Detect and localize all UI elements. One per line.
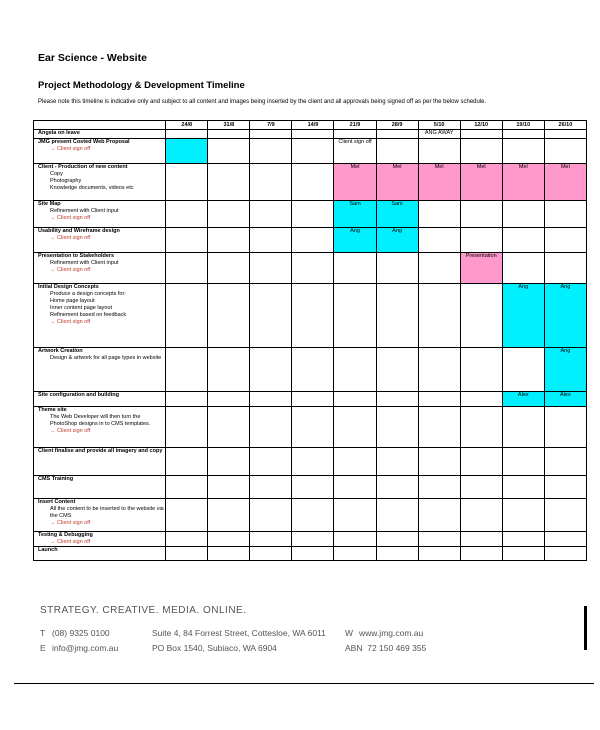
task-title: Presentation to Stakeholders — [38, 253, 115, 260]
schedule-cell — [166, 130, 208, 138]
document-subtitle: Project Methodology & Development Timeline — [38, 80, 245, 91]
timeline-note: Please note this timeline is indicative only and subject to all content and images being inserted by the client and all approvals being signed off as per the below schedule. — [38, 99, 487, 105]
schedule-cell — [166, 476, 208, 499]
date-header: 14/9 — [292, 121, 334, 130]
schedule-cell — [334, 406, 376, 448]
schedule-cell — [544, 201, 586, 228]
schedule-cell — [250, 499, 292, 531]
schedule-cell — [544, 448, 586, 476]
schedule-cell: Ang — [544, 348, 586, 392]
schedule-cell — [292, 476, 334, 499]
arrow-icon: → — [50, 538, 58, 545]
schedule-cell — [418, 531, 460, 547]
client-sign-off: → Client sign off — [50, 215, 91, 222]
schedule-cell — [208, 138, 250, 163]
schedule-cell — [502, 476, 544, 499]
schedule-cell — [460, 499, 502, 531]
schedule-cell — [460, 348, 502, 392]
schedule-cell — [166, 547, 208, 561]
footer-accent-bar — [584, 606, 587, 650]
schedule-cell — [208, 547, 250, 561]
schedule-cell — [376, 476, 418, 499]
schedule-cell — [208, 448, 250, 476]
task-row — [34, 138, 587, 163]
schedule-cell — [460, 201, 502, 228]
task-title: CMS Training — [38, 476, 74, 483]
schedule-cell — [334, 130, 376, 138]
schedule-cell — [208, 253, 250, 283]
document-title: Ear Science - Website — [38, 52, 147, 64]
date-header: 24/8 — [166, 121, 208, 130]
schedule-cell — [166, 499, 208, 531]
task-cell — [34, 201, 166, 228]
schedule-cell — [502, 228, 544, 253]
timeline-table — [33, 120, 587, 561]
footer-address-pobox: PO Box 1540, Subiaco, WA 6904 — [152, 643, 277, 653]
task-title: Launch — [38, 547, 58, 554]
schedule-cell — [250, 348, 292, 392]
date-header: 28/9 — [376, 121, 418, 130]
schedule-cell — [166, 138, 208, 163]
task-row — [34, 348, 587, 392]
date-header: 26/10 — [544, 121, 586, 130]
schedule-cell — [376, 499, 418, 531]
schedule-cell — [460, 392, 502, 407]
schedule-cell — [502, 499, 544, 531]
task-row — [34, 476, 587, 499]
schedule-cell — [208, 201, 250, 228]
schedule-cell — [376, 406, 418, 448]
schedule-cell — [502, 201, 544, 228]
schedule-cell — [292, 392, 334, 407]
task-cell — [34, 253, 166, 283]
schedule-cell — [250, 201, 292, 228]
task-title: Site configuration and building — [38, 392, 119, 399]
schedule-cell — [376, 531, 418, 547]
schedule-cell — [292, 253, 334, 283]
schedule-cell — [418, 406, 460, 448]
schedule-cell — [292, 547, 334, 561]
task-cell — [34, 228, 166, 253]
task-subitem: Copy — [50, 170, 63, 177]
schedule-cell — [208, 130, 250, 138]
schedule-cell — [418, 476, 460, 499]
schedule-cell — [376, 283, 418, 348]
date-header: 19/10 — [502, 121, 544, 130]
schedule-cell — [544, 406, 586, 448]
schedule-cell — [208, 392, 250, 407]
schedule-cell — [418, 348, 460, 392]
task-title: JMG present Costed Web Proposal — [38, 138, 130, 145]
schedule-cell — [460, 138, 502, 163]
schedule-cell — [166, 163, 208, 201]
task-row — [34, 392, 587, 407]
schedule-cell — [292, 283, 334, 348]
schedule-cell: Client sign off — [334, 138, 376, 163]
schedule-cell — [250, 531, 292, 547]
schedule-cell: Mel — [334, 163, 376, 201]
schedule-cell — [292, 130, 334, 138]
schedule-cell — [250, 253, 292, 283]
schedule-cell — [166, 201, 208, 228]
date-header: 12/10 — [460, 121, 502, 130]
schedule-cell — [250, 283, 292, 348]
schedule-cell — [418, 201, 460, 228]
client-sign-off: → Client sign off — [50, 235, 91, 242]
client-sign-off: → Client sign off — [50, 145, 91, 152]
task-subitem: The Web Developer will then turn the PhotoShop designs in to CMS templates. — [50, 413, 151, 427]
schedule-cell — [166, 448, 208, 476]
arrow-icon: → — [50, 145, 58, 152]
schedule-cell — [460, 228, 502, 253]
schedule-cell — [250, 392, 292, 407]
schedule-cell: Ang — [502, 283, 544, 348]
task-subitem: Produce a design concepts for: — [50, 290, 126, 297]
task-subitem: Design & artwork for all page types in website — [50, 355, 162, 362]
schedule-cell — [502, 138, 544, 163]
schedule-cell — [418, 253, 460, 283]
task-row — [34, 499, 587, 531]
schedule-cell — [544, 130, 586, 138]
schedule-cell — [250, 130, 292, 138]
schedule-cell — [502, 547, 544, 561]
schedule-cell — [544, 138, 586, 163]
schedule-cell — [292, 163, 334, 201]
footer-divider — [14, 683, 594, 684]
schedule-cell — [376, 448, 418, 476]
schedule-cell — [334, 283, 376, 348]
task-row — [34, 253, 587, 283]
schedule-cell — [166, 283, 208, 348]
task-subitem: All the content to be inserted to the website via the CMS — [50, 506, 164, 520]
schedule-cell: Alex — [544, 392, 586, 407]
task-cell — [34, 406, 166, 448]
header-task-column — [34, 121, 166, 130]
schedule-cell — [334, 392, 376, 407]
client-sign-off: → Client sign off — [50, 318, 91, 325]
footer-email[interactable]: E info@jmg.com.au — [40, 643, 119, 653]
schedule-cell — [544, 547, 586, 561]
task-subitem: Refinement with Client input — [50, 260, 119, 267]
task-title: Theme site — [38, 406, 67, 413]
task-cell — [34, 138, 166, 163]
task-cell — [34, 448, 166, 476]
schedule-cell — [334, 499, 376, 531]
schedule-cell — [544, 531, 586, 547]
schedule-cell: Mel — [418, 163, 460, 201]
client-sign-off: → Client sign off — [50, 427, 91, 434]
schedule-cell — [460, 547, 502, 561]
schedule-cell — [334, 476, 376, 499]
schedule-cell — [460, 406, 502, 448]
schedule-cell — [166, 253, 208, 283]
schedule-cell — [208, 531, 250, 547]
schedule-cell — [502, 130, 544, 138]
task-row — [34, 163, 587, 201]
schedule-cell — [292, 201, 334, 228]
arrow-icon: → — [50, 267, 58, 274]
task-title: Client finalise and provide all imagery and copy — [38, 448, 163, 455]
schedule-cell — [166, 348, 208, 392]
schedule-cell: Mel — [460, 163, 502, 201]
footer-tagline: STRATEGY. CREATIVE. MEDIA. ONLINE. — [40, 605, 247, 616]
schedule-cell — [334, 253, 376, 283]
schedule-cell — [376, 130, 418, 138]
arrow-icon: → — [50, 215, 58, 222]
schedule-cell — [292, 448, 334, 476]
arrow-icon: → — [50, 318, 58, 325]
schedule-cell — [334, 448, 376, 476]
schedule-cell: Alex — [502, 392, 544, 407]
task-row — [34, 228, 587, 253]
schedule-cell — [376, 547, 418, 561]
task-subitem: Home page layout — [50, 297, 95, 304]
schedule-cell — [418, 392, 460, 407]
schedule-cell — [208, 476, 250, 499]
schedule-cell — [460, 476, 502, 499]
task-row — [34, 201, 587, 228]
schedule-cell — [208, 499, 250, 531]
schedule-cell — [292, 406, 334, 448]
task-row — [34, 283, 587, 348]
task-subitem: Knowledge documents, videos etc — [50, 184, 134, 191]
task-subitem: Inner content page layout — [50, 304, 113, 311]
task-row — [34, 406, 587, 448]
date-header: 21/9 — [334, 121, 376, 130]
schedule-cell — [460, 130, 502, 138]
schedule-cell — [250, 228, 292, 253]
schedule-cell — [208, 406, 250, 448]
task-cell — [34, 283, 166, 348]
task-cell — [34, 499, 166, 531]
schedule-cell — [544, 253, 586, 283]
schedule-cell — [376, 392, 418, 407]
schedule-cell — [208, 228, 250, 253]
task-cell — [34, 547, 166, 561]
schedule-cell — [250, 406, 292, 448]
schedule-cell — [334, 547, 376, 561]
task-title: Testing & Debugging — [38, 531, 93, 538]
task-cell — [34, 476, 166, 499]
schedule-cell — [502, 348, 544, 392]
schedule-cell — [166, 392, 208, 407]
schedule-cell: Sam — [376, 201, 418, 228]
task-row — [34, 547, 587, 561]
schedule-cell — [292, 348, 334, 392]
arrow-icon: → — [50, 235, 58, 242]
schedule-cell — [208, 163, 250, 201]
task-row — [34, 448, 587, 476]
schedule-cell — [460, 283, 502, 348]
client-sign-off: → Client sign off — [50, 538, 91, 545]
schedule-cell — [418, 499, 460, 531]
footer-abn: ABN 72 150 469 355 — [345, 643, 427, 653]
schedule-cell: Mel — [544, 163, 586, 201]
schedule-cell — [250, 476, 292, 499]
ang-away-cell: ANG AWAY — [418, 130, 460, 138]
schedule-cell — [334, 531, 376, 547]
schedule-cell — [292, 531, 334, 547]
task-row — [34, 531, 587, 547]
date-header: 7/9 — [250, 121, 292, 130]
schedule-cell — [418, 283, 460, 348]
client-sign-off: → Client sign off — [50, 267, 91, 274]
schedule-cell — [250, 138, 292, 163]
schedule-cell — [544, 476, 586, 499]
schedule-cell — [502, 448, 544, 476]
date-header: 5/10 — [418, 121, 460, 130]
schedule-cell — [292, 499, 334, 531]
footer-website[interactable]: W www.jmg.com.au — [345, 628, 424, 638]
task-cell — [34, 392, 166, 407]
schedule-cell — [250, 448, 292, 476]
schedule-cell — [418, 448, 460, 476]
schedule-cell — [166, 531, 208, 547]
schedule-cell — [544, 228, 586, 253]
schedule-cell — [544, 499, 586, 531]
schedule-cell — [460, 531, 502, 547]
arrow-icon: → — [50, 520, 58, 527]
task-subitem: Refinement based on feedback — [50, 311, 127, 318]
arrow-icon: → — [50, 427, 58, 434]
schedule-cell — [376, 348, 418, 392]
task-cell — [34, 531, 166, 547]
footer-phone: T (08) 9325 0100 — [40, 628, 110, 638]
schedule-cell — [502, 406, 544, 448]
schedule-cell — [418, 228, 460, 253]
schedule-cell — [166, 406, 208, 448]
task-title: Usability and Wireframe design — [38, 228, 120, 235]
task-title: Site Map — [38, 201, 61, 208]
client-sign-off: → Client sign off — [50, 520, 91, 527]
task-angela-leave — [34, 130, 166, 138]
task-title: Angela on leave — [38, 130, 80, 137]
schedule-cell — [376, 138, 418, 163]
schedule-cell — [208, 348, 250, 392]
task-title: Initial Design Concepts — [38, 283, 99, 290]
schedule-cell — [334, 348, 376, 392]
schedule-cell: Mel — [376, 163, 418, 201]
schedule-cell — [502, 253, 544, 283]
schedule-cell — [418, 138, 460, 163]
schedule-cell — [292, 228, 334, 253]
schedule-cell — [418, 547, 460, 561]
schedule-cell: Sam — [334, 201, 376, 228]
task-cell — [34, 348, 166, 392]
schedule-cell — [250, 547, 292, 561]
schedule-cell — [250, 163, 292, 201]
schedule-cell — [460, 448, 502, 476]
schedule-cell — [502, 531, 544, 547]
schedule-cell — [292, 138, 334, 163]
task-subitem: Refinement with Client input — [50, 208, 119, 215]
schedule-cell — [166, 228, 208, 253]
task-subitem: Photography — [50, 177, 82, 184]
schedule-cell: Ang — [376, 228, 418, 253]
footer-address-street: Suite 4, 84 Forrest Street, Cottesloe, WA 6011 — [152, 628, 326, 638]
schedule-cell: Ang — [334, 228, 376, 253]
schedule-cell: Presentation — [460, 253, 502, 283]
schedule-cell — [376, 253, 418, 283]
date-header: 31/8 — [208, 121, 250, 130]
schedule-cell: Ang — [544, 283, 586, 348]
schedule-cell: Mel — [502, 163, 544, 201]
task-title: Client - Production of new content — [38, 163, 128, 170]
schedule-cell — [208, 283, 250, 348]
task-title: Insert Content — [38, 499, 76, 506]
task-title: Artwork Creation — [38, 348, 83, 355]
task-cell — [34, 163, 166, 201]
